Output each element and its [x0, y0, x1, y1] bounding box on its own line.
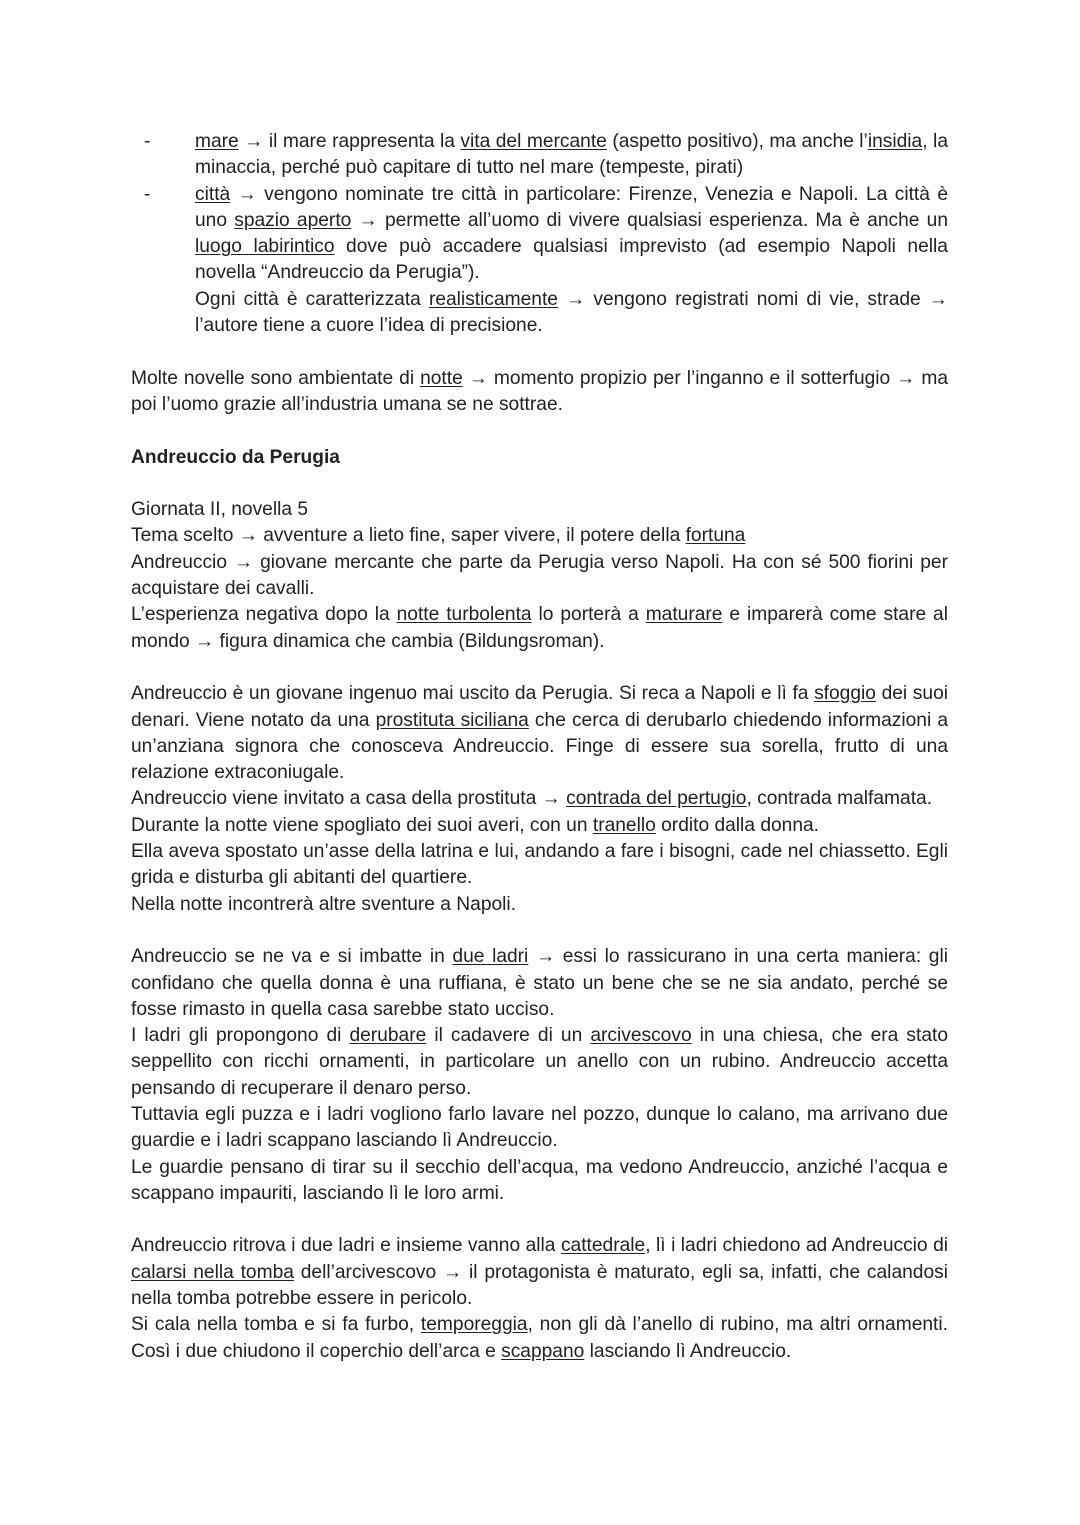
bullet-dash: -: [144, 131, 151, 152]
paragraph-story-2: Andreuccio se ne va e si imbatte in due ladri → essi lo rassicurano in una certa maniera: gli confidano che quella donna è una ruffiana, è stato un bene che se ne sia andato, perché se fosse rimasto in quella casa sarebbe stato ucciso. I ladri gli propongono di derubare il cadavere di un arcivescovo in una chiesa, che era stato seppellito con ricchi ornamenti, in particolare un anello con un rubino. Andreuccio accetta pensando di recuperare il denaro perso. Tuttavia egli puzza e i ladri vogliono farlo lavare nel pozzo, dunque lo calano, ma arrivano due guardie e i ladri scappano lasciando lì Andreuccio. Le guardie pensano di tirar su il secchio dell’acqua, ma vedono Andreuccio, anziché l’acqua e scappano impauriti, lasciando lì le loro armi.: [131, 946, 948, 1204]
bullet-list: [131, 129, 948, 339]
paragraph-notte: Molte novelle sono ambientate di notte → momento propizio per l’inganno e il sotterfugio → ma poi l’uomo grazie all’industria umana se ne sottrae.: [131, 367, 948, 415]
term-mare: mare: [195, 131, 239, 152]
paragraph-story-1: Andreuccio è un giovane ingenuo mai uscito da Perugia. Si reca a Napoli e lì fa sfoggio dei suoi denari. Viene notato da una prostituta siciliana che cerca di derubarlo chiedendo informazioni a un’anziana signora che conosceva Andreuccio. Finge di essere sua sorella, frutto di una relazione extraconiugale. Andreuccio viene invitato a casa della prostituta → contrada del pertugio, contrada malfamata. Durante la notte viene spogliato dei suoi averi, con un tranello ordito dalla donna. Ella aveva spostato un’asse della latrina e lui, andando a fare i bisogni, cade nel chiassetto. Egli grida e disturba gli abitanti del quartiere. Nella notte incontrerà altre sventure a Napoli.: [131, 683, 949, 915]
paragraph-intro: Giornata II, novella 5 Tema scelto → avventure a lieto fine, saper vivere, il potere della fortuna Andreuccio → giovane mercante che parte da Perugia verso Napoli. Ha con sé 500 fiorini per acquistare dei cavalli. L’esperienza negativa dopo la notte turbolenta lo porterà a maturare e imparerà come stare al mondo → figura dinamica che cambia (Bildungsroman).: [131, 499, 948, 652]
bullet-item-mare: - mare → il mare rappresenta la vita del mercante (aspetto positivo), ma anche l’insidia, la minaccia, perché può capitare di tutto nel mare (tempeste, pirati): [144, 131, 948, 179]
section-heading: Andreuccio da Perugia: [131, 446, 340, 468]
bullet-dash: -: [144, 183, 151, 205]
bullet-item-citta: - città → vengono nominate tre città in particolare: Firenze, Venezia e Napoli. La città è uno spazio aperto → permette all’uomo di vivere qualsiasi esperienza. Ma è anche un luogo labirintico dove può accadere qualsiasi imprevisto (ad esempio Napoli nella novella “Andreuccio da Perugia”). Ogni città è caratterizzata realisticamente → vengono registrati nomi di vie, strade → l’autore tiene a cuore l’idea di precisione.: [144, 183, 948, 337]
term-citta: città: [195, 183, 231, 205]
paragraph-story-3: Andreuccio ritrova i due ladri e insieme vanno alla cattedrale, lì i ladri chiedono ad Andreuccio di calarsi nella tomba dell’arcivescovo → il protagonista è maturato, egli sa, infatti, che calandosi nella tomba potrebbe essere in pericolo. Si cala nella tomba e si fa furbo, temporeggia, non gli dà l’anello di rubino, ma altri ornamenti. Così i due chiudono il coperchio dell’arca e scappano lasciando lì Andreuccio.: [131, 1235, 949, 1362]
